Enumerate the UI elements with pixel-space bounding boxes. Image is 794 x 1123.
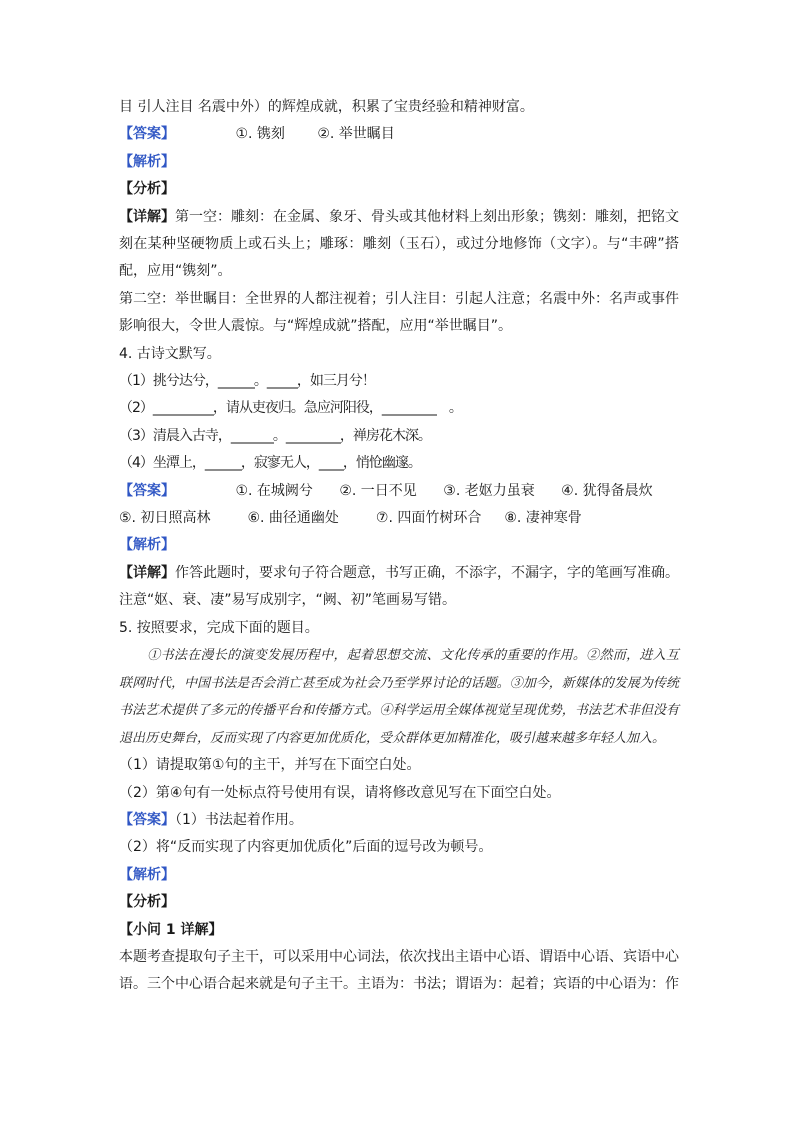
analysis-tag: 【解析】 <box>119 537 175 554</box>
answer-item: ①. 在城阙兮 <box>235 482 313 499</box>
answer-item: ⑦. 四面竹树环合 <box>375 509 482 526</box>
detail-text: 第一空：雕刻：在金属、象牙、骨头或其他材料上刻出形象；镌刻：雕刻，把铭文刻在某种坚硬物质上或石头上；雕琢：雕刻（玉石），或过分地修饰（文字）。与“丰碑”搭配，应用“镌刻”。 <box>119 208 679 280</box>
question-item: （2）__________，请从吏夜归。急应河阳役，_________ 。 <box>119 400 462 417</box>
answer-row <box>119 807 679 834</box>
detail-paragraph-2: 第二空：举世瞩目：全世界的人都注视着；引人注目：引起人注意；名震中外：名声或事件影响很大，令世人震惊。与“辉煌成就”搭配，应用“举世瞩目”。 <box>119 290 679 335</box>
detail-tag: 【详解】 <box>119 208 175 225</box>
answer-item: ④. 犹得备晨炊 <box>561 482 653 499</box>
answer-item: ⑥. 曲径通幽处 <box>247 509 339 526</box>
answer-row <box>119 478 679 505</box>
answer-item: ②. 举世瞩目 <box>317 126 395 143</box>
document-body <box>119 94 679 999</box>
analysis-sub-tag: 【分析】 <box>119 894 175 911</box>
answer-tag: 【答案】 <box>119 126 175 143</box>
answer-item: （2）将“反而实现了内容更加优质化”后面的逗号改为顿号。 <box>119 839 493 856</box>
question-heading: 4. 古诗文默写。 <box>119 345 221 362</box>
answer-item: ②. 一日不见 <box>339 482 417 499</box>
answer-item: （1）书法起着作用。 <box>175 812 303 829</box>
detail-text: 作答此题时，要求句子符合题意，书写正确，不添字，不漏字，字的笔画写准确。注意“妪、衰、凄”易写成别字，“阙、初”笔画易写错。 <box>119 564 679 609</box>
question-item: （3）清晨入古寺，_______。_________，禅房花木深。 <box>119 427 431 444</box>
answer-tag: 【答案】 <box>119 812 175 829</box>
analysis-tag: 【解析】 <box>119 153 175 170</box>
analysis-tag: 【解析】 <box>119 866 175 883</box>
analysis-sub-tag: 【分析】 <box>119 181 175 198</box>
question-item: （4）坐潭上，______，寂寥无人，____，悄怆幽邃。 <box>119 455 421 472</box>
text-line: 目 引人注目 名震中外）的辉煌成就，积累了宝贵经验和精神财富。 <box>119 99 534 115</box>
answer-item: ③. 老妪力虽衰 <box>443 482 535 499</box>
answer-row <box>119 505 679 532</box>
answer-item: ①. 镌刻 <box>235 126 285 143</box>
detail-paragraph <box>119 204 679 286</box>
question-item: （2）第④句有一处标点符号使用有误，请将修改意见写在下面空白处。 <box>119 784 561 801</box>
passage-box <box>119 642 679 752</box>
detail-paragraph <box>119 560 679 615</box>
detail-tag: 【详解】 <box>119 564 175 581</box>
answer-row <box>119 121 679 148</box>
answer-item: ⑤. 初日照高林 <box>119 509 211 526</box>
question-heading: 5. 按照要求，完成下面的题目。 <box>119 619 319 636</box>
question-item: （1）请提取第①句的主干，并写在下面空白处。 <box>119 757 421 774</box>
answer-tag: 【答案】 <box>119 482 175 499</box>
passage-text: ①书法在漫长的演变发展历程中，起着思想交流、文化传承的重要的作用。②然而，进入互联网时代，中国书法是否会消亡甚至成为社会乃至学界讨论的话题。③加今，新媒体的发展为传统书法艺术提供了多元的传播平台和传播方式。④科学运用全媒体视觉呈现优势，书法艺术非但没有退出历史舞台，反而实现了内容更加优质化，受众群体更加精准化，吸引越来越多年轻人加入。 <box>119 647 679 746</box>
question-item: （1）挑兮达兮，______。_____，如三月兮！ <box>119 372 375 389</box>
detail-paragraph: 本题考查提取句子主干，可以采用中心词法，依次找出主语中心语、谓语中心语、宾语中心语。三个中心语合起来就是句子主干。主语为：书法；谓语为：起着；宾语的中心语为：作 <box>119 949 679 993</box>
answer-item: ⑧. 凄神寒骨 <box>504 509 582 526</box>
sub-question-tag: 【小问 1 详解】 <box>119 921 223 938</box>
